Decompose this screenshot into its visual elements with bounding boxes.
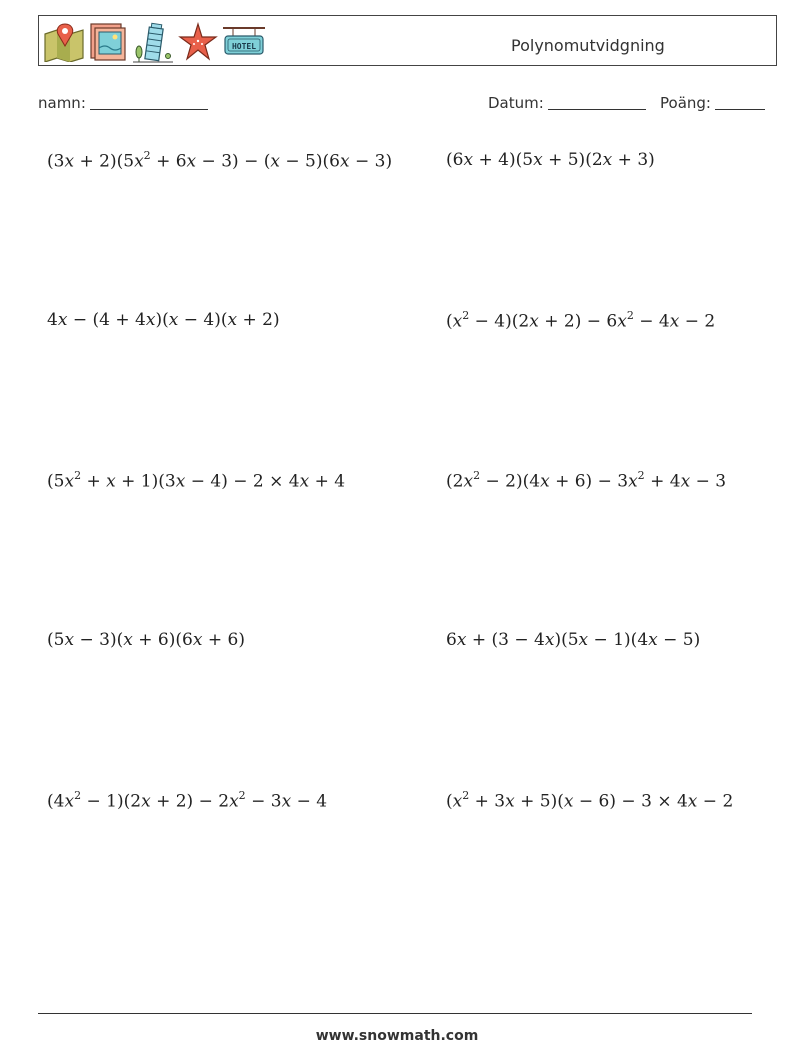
problem-10: $(x^2 + 3x + 5)(x - 6) - 3 \times 4x - 2$	[446, 789, 734, 812]
score-blank[interactable]	[715, 95, 765, 110]
starfish-icon	[177, 22, 219, 62]
hotel-sign-text: HOTEL	[231, 42, 257, 51]
name-blank[interactable]	[90, 95, 208, 110]
score-field[interactable]	[660, 94, 765, 112]
problem-4: $(x^2 - 4)(2x + 2) - 6x^2 - 4x - 2$	[446, 309, 716, 332]
problem-5: $(5x^2 + x + 1)(3x - 4) - 2 \times 4x + 4$	[47, 469, 346, 492]
name-field[interactable]	[38, 94, 208, 112]
date-label: Datum:	[488, 94, 544, 112]
name-label: namn:	[38, 94, 86, 112]
hotel-sign-icon	[221, 22, 267, 62]
picture-frame-icon	[89, 22, 127, 62]
page-title: Polynomutvidgning	[511, 36, 665, 55]
problem-7: (5x − 3)(x + 6)(6x + 6)	[47, 630, 245, 650]
problem-6: $(2x^2 - 2)(4x + 6) - 3x^2 + 4x - 3$	[446, 469, 727, 492]
footer-divider	[38, 1013, 752, 1014]
date-blank[interactable]	[548, 95, 646, 110]
leaning-tower-icon	[133, 22, 173, 64]
problem-2: (6x + 4)(5x + 5)(2x + 3)	[446, 150, 655, 170]
problem-1: $(3x + 2)(5x^2 + 6x - 3) - (x - 5)(6x - 3)$	[47, 149, 393, 172]
problem-3: 4x − (4 + 4x)(x − 4)(x + 2)	[47, 310, 280, 330]
footer-url: www.snowmath.com	[315, 1028, 479, 1044]
header-box	[38, 15, 777, 66]
map-icon	[43, 22, 85, 62]
problem-8: 6x + (3 − 4x)(5x − 1)(4x − 5)	[446, 630, 701, 650]
date-field[interactable]	[488, 94, 646, 112]
score-label: Poäng:	[660, 94, 711, 112]
problem-9: $(4x^2 - 1)(2x + 2) - 2x^2 - 3x - 4$	[47, 789, 328, 812]
